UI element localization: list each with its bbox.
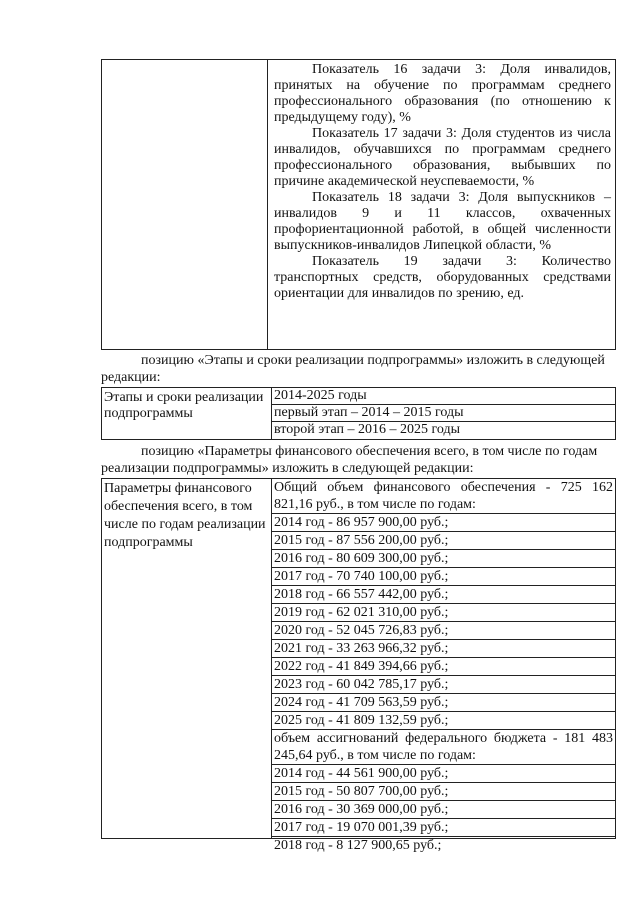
finance-row: 2014 год - 44 561 900,00 руб.;	[272, 765, 615, 783]
stages-table	[101, 387, 616, 440]
finance-row: 2015 год - 87 556 200,00 руб.;	[272, 532, 615, 550]
stage-row: второй этап – 2016 – 2025 годы	[274, 422, 461, 437]
finance-row: 2015 год - 50 807 700,00 руб.;	[272, 783, 615, 801]
stages-values	[272, 388, 615, 439]
finance-row: 2025 год - 41 809 132,59 руб.;	[272, 712, 615, 730]
stages-label: Этапы и сроки реализации подпрограммы	[102, 388, 272, 439]
indicator-18: Показатель 18 задачи 3: Доля выпускников – инвалидов 9 и 11 классов, охваченных профориентационной работой, в общей численности выпускников-инвалидов Липецкой области, %	[274, 190, 611, 253]
finance-row: 2018 год - 8 127 900,65 руб.;	[274, 838, 442, 853]
stage-row: 2014-2025 годы	[272, 388, 615, 405]
finance-row: объем ассигнований федерального бюджета - 181 483 245,64 руб., в том числе по годам:	[274, 731, 613, 763]
finance-row: 2021 год - 33 263 966,32 руб.;	[272, 640, 615, 658]
paragraph-stages: позицию «Этапы и сроки реализации подпрограммы» изложить в следующей редакции:	[101, 353, 605, 385]
finance-row: 2022 год - 41 849 394,66 руб.;	[272, 658, 615, 676]
paragraph-finance: позицию «Параметры финансового обеспечения всего, в том числе по годам реализации подпрограммы» изложить в следующей редакции:	[101, 444, 598, 476]
finance-row: 2016 год - 80 609 300,00 руб.;	[272, 550, 615, 568]
indicators-table	[101, 59, 616, 350]
finance-row: 2024 год - 41 709 563,59 руб.;	[272, 694, 615, 712]
finance-row: 2016 год - 30 369 000,00 руб.;	[272, 801, 615, 819]
finance-row: 2014 год - 86 957 900,00 руб.;	[272, 514, 615, 532]
finance-row: 2017 год - 19 070 001,39 руб.;	[272, 819, 615, 837]
finance-label: Параметры финансового обеспечения всего, в том числе по годам реализации подпрограммы	[102, 479, 272, 838]
finance-row: 2023 год - 60 042 785,17 руб.;	[272, 676, 615, 694]
finance-table	[101, 478, 616, 853]
stage-row: первый этап – 2014 – 2015 годы	[272, 405, 615, 422]
finance-row: Общий объем финансового обеспечения - 725 162 821,16 руб., в том числе по годам:	[274, 480, 613, 512]
finance-values	[272, 479, 615, 853]
indicator-17: Показатель 17 задачи 3: Доля студентов из числа инвалидов, обучавшихся по программам среднего профессионального образования, выбывших по причине академической неуспеваемости, %	[274, 126, 611, 189]
finance-row: 2020 год - 52 045 726,83 руб.;	[272, 622, 615, 640]
finance-row: 2018 год - 66 557 442,00 руб.;	[272, 586, 615, 604]
indicator-19: Показатель 19 задачи 3: Количество транспортных средств, оборудованных средствами ориентации для инвалидов по зрению, ед.	[274, 254, 611, 301]
finance-row: 2017 год - 70 740 100,00 руб.;	[272, 568, 615, 586]
finance-row: 2019 год - 62 021 310,00 руб.;	[272, 604, 615, 622]
indicator-16: Показатель 16 задачи 3: Доля инвалидов, принятых на обучение по программам среднего профессионального образования (по отношению к предыдущему году), %	[274, 62, 611, 125]
indicators-text-cell	[268, 60, 615, 349]
indicators-label-cell	[102, 60, 268, 349]
